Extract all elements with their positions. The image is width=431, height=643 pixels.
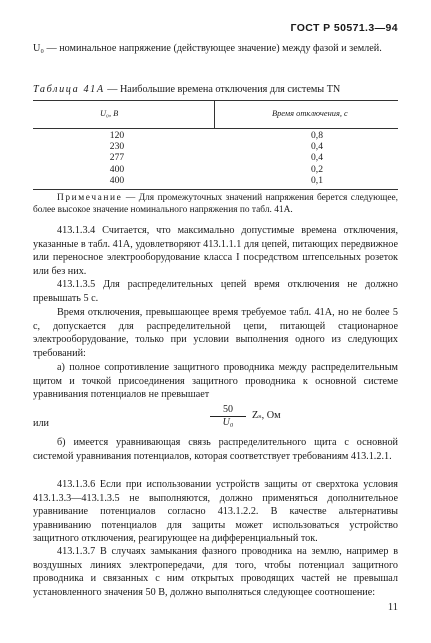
table-header-rule [33, 128, 398, 129]
clause-413-1-3-5: 413.1.3.5 Для распределительных цепей время отключения не должно превышать 5 с. [33, 279, 398, 304]
table-cell: 120 [109, 130, 125, 141]
table-cell: 230 [109, 141, 125, 153]
table-header-divider [214, 100, 215, 128]
table-cell: 0,4 [311, 152, 323, 164]
table-caption-text: — Наибольшие времена отключения для системы TN [107, 84, 341, 95]
table-caption [33, 84, 340, 95]
table-cell: 0,4 [311, 141, 323, 153]
item-b: б) имеется уравнивающая связь распределительного щита с основной системой уравнивания потенциалов, которая соответствует требованиям 413.1.2.1. [33, 437, 398, 462]
clause-413-1-3-7: 413.1.3.7 В случаях замыкания фазного проводника на землю, например в воздушных линиях электропередачи, для того, чтобы потенциал защитного проводника и связанных с ним открытых проводящих частей не превышал установленного значения 50 В, должно выполняться следующее соотношение: [33, 546, 398, 598]
clause-413-1-3-4: 413.1.3.4 Считается, что максимально допустимые времена отключения, указанные в табл. 41А, удовлетворяют 413.1.1.1 для цепей, питающих передвижное или переносное электрооборудование класса I посредством штепсельных розеток или без них. [33, 225, 398, 277]
formula-or-label: или [33, 418, 49, 429]
table-col1 [100, 130, 134, 186]
formula-denominator: U₀ [222, 417, 234, 428]
u0-definition: U₀ — номинальное напряжение (действующее значение) между фазой и землей. [33, 43, 382, 54]
note-label: Примечание [57, 193, 123, 203]
table-cell: 400 [109, 163, 125, 175]
table-top-rule [33, 100, 398, 101]
table-cell: 0,2 [311, 163, 323, 175]
table-caption-label: Таблица 41А [33, 84, 105, 95]
document-header: ГОСТ Р 50571.3—94 [290, 22, 398, 34]
table-cell: 400 [109, 174, 125, 186]
table-cell: 0,8 [311, 130, 323, 141]
formula-rhs: Zₛ, Ом [252, 410, 281, 421]
paragraph-time-exceeding: Время отключения, превышающее время требуемое табл. 41А, но не более 5 с, допускается для распределительной цепи, питающей стационарное электрооборудование, только при условии выполнения одного из следующих требований: [33, 307, 398, 359]
table-cell: 0,1 [311, 174, 323, 186]
clause-413-1-3-6: 413.1.3.6 Если при использовании устройств защиты от сверхтока условия 413.1.3.3—413.1.3.5 не выполняются, должно применяться дополнительное уравнивание потенциалов согласно 413.1.2.2. В качестве альтернативы уравниванию потенциалов для защиты может использоваться устройство защитного отключения, реагирующее на дифференциальный ток. [33, 479, 398, 545]
note-text: — Для промежуточных значений напряжения берется следующее, более высокое значение номинального напряжения по табл. 41А. [33, 193, 399, 216]
table-note [33, 192, 398, 217]
formula-numerator: 50 [210, 404, 246, 417]
item-a: а) полное сопротивление защитного проводника между распределительным щитом и точкой присоединения защитного проводника к основной системе уравнивания потенциалов не превышает [33, 362, 398, 401]
table-cell: 277 [109, 152, 125, 164]
table-col2 [300, 130, 334, 186]
table-col2-header: Время отключения, с [272, 109, 348, 118]
table-bottom-rule [33, 189, 398, 190]
formula-fraction [210, 404, 246, 429]
page-number: 11 [387, 602, 398, 613]
table-col1-header: U₀, В [100, 109, 119, 118]
